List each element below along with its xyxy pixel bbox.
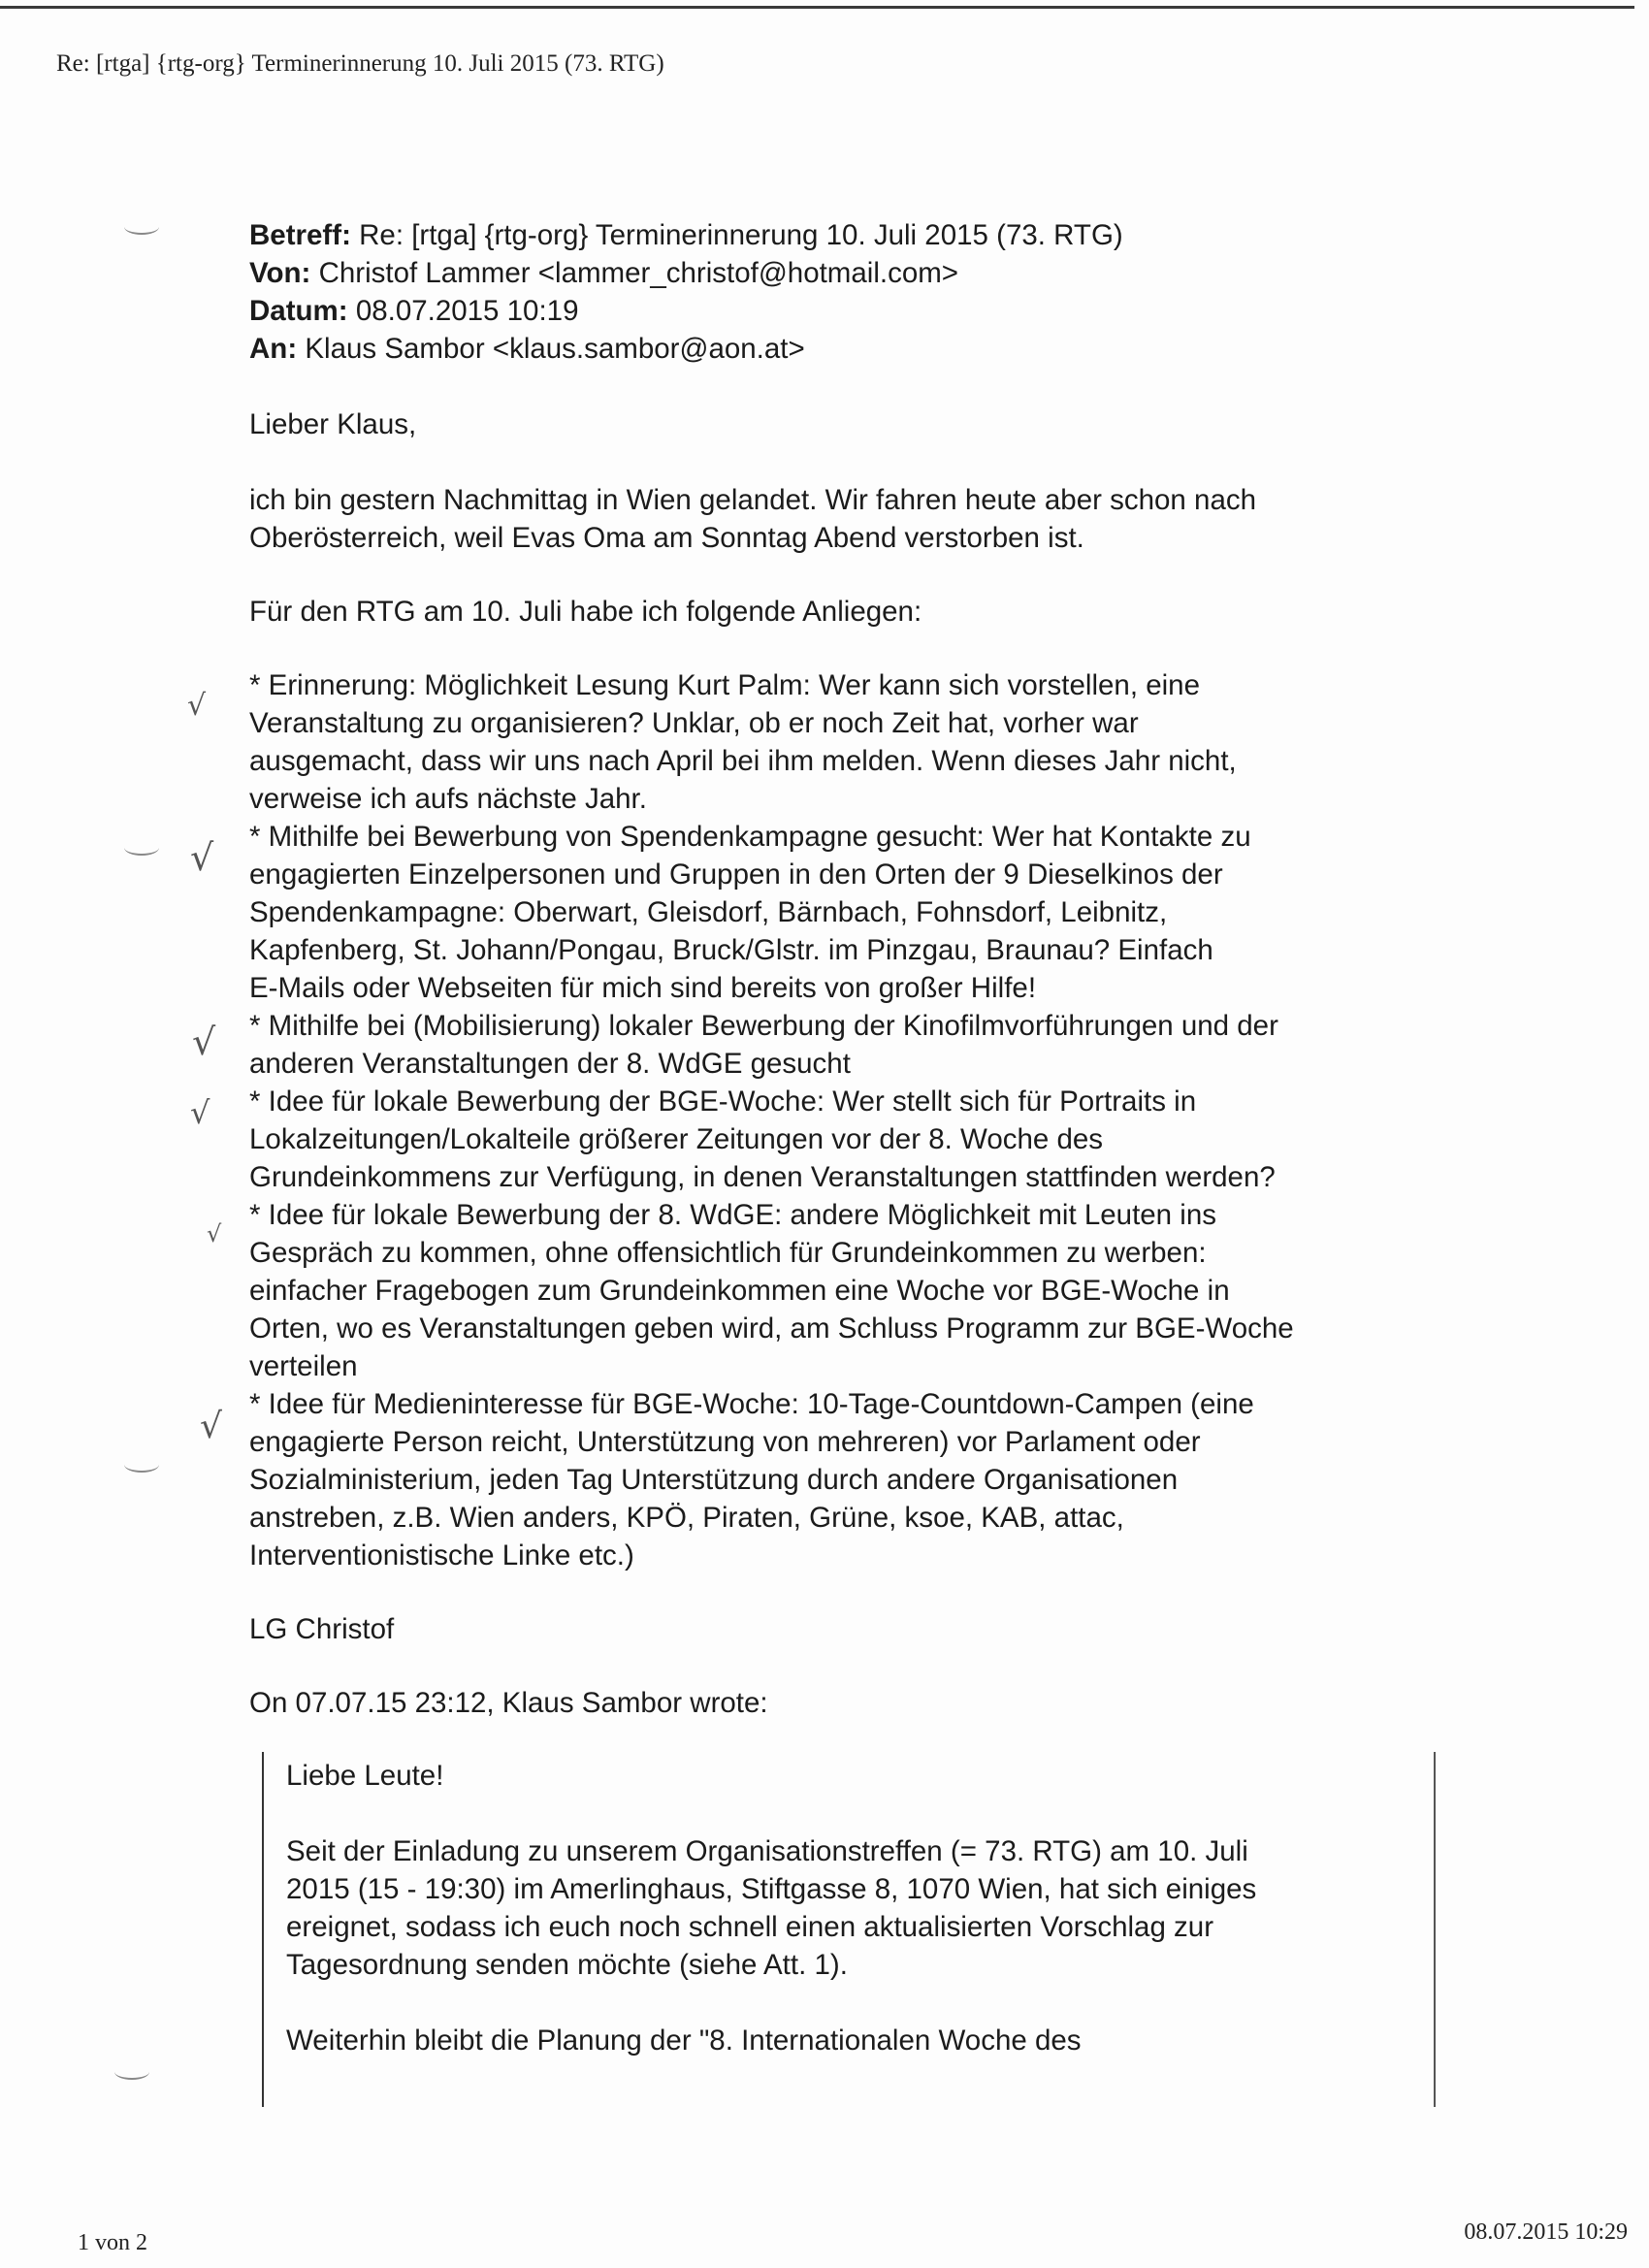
punch-hole-mark (114, 2064, 149, 2080)
list-line: * Idee für lokale Bewerbung der BGE-Woche: Wer stellt sich für Portraits in (249, 1085, 1197, 1118)
check-mark-icon: √ (192, 1021, 216, 1063)
list-line: * Mithilfe bei Bewerbung von Spendenkampagne gesucht: Wer hat Kontakte zu (249, 821, 1251, 853)
paragraph-line: Für den RTG am 10. Juli habe ich folgende Anliegen: (249, 596, 922, 628)
subject-label: Betreff: (249, 219, 351, 251)
quote-line: Seit der Einladung zu unserem Organisationstreffen (= 73. RTG) am 10. Juli (286, 1835, 1248, 1867)
paragraph-line: Oberösterreich, weil Evas Oma am Sonntag Abend verstorben ist. (249, 522, 1084, 554)
list-item (249, 1083, 1510, 1196)
quote-line: 2015 (15 - 19:30) im Amerlinghaus, Stiftgasse 8, 1070 Wien, hat sich einiges (286, 1873, 1257, 1905)
list-line: Veranstaltung zu organisieren? Unklar, ob er noch Zeit hat, vorher war (249, 707, 1139, 739)
date-label: Datum: (249, 295, 348, 327)
email-message (249, 216, 1510, 1722)
print-timestamp: 08.07.2015 10:29 (1464, 2219, 1628, 2245)
list-line: anderen Veranstaltungen der 8. WdGE gesucht (249, 1048, 851, 1080)
list-line: Spendenkampagne: Oberwart, Gleisdorf, Bärnbach, Fohnsdorf, Leibnitz, (249, 896, 1168, 928)
list-line: Grundeinkommens zur Verfügung, in denen Veranstaltungen stattfinden werden? (249, 1161, 1276, 1193)
page-number: 1 von 2 (78, 2230, 147, 2255)
quote-greeting: Liebe Leute! (286, 1760, 444, 1792)
date-value: 08.07.2015 10:19 (355, 295, 579, 327)
punch-hole-mark (124, 219, 159, 235)
from-value: Christof Lammer <lammer_christof@hotmail.com> (318, 257, 959, 289)
to-label: An: (249, 333, 298, 365)
list-line: einfacher Fragebogen zum Grundeinkommen eine Woche vor BGE-Woche in (249, 1275, 1230, 1307)
check-mark-icon: √ (200, 1407, 222, 1446)
list-line: anstreben, z.B. Wien anders, KPÖ, Piraten, Grüne, ksoe, KAB, attac, (249, 1502, 1124, 1534)
list-line: engagierte Person reicht, Unterstützung von mehreren) vor Parlament oder (249, 1426, 1201, 1458)
greeting: Lieber Klaus, (249, 408, 417, 440)
list-item (249, 1196, 1510, 1385)
check-mark-icon: √ (187, 689, 207, 723)
paragraph-line: ich bin gestern Nachmittag in Wien gelandet. Wir fahren heute aber schon nach (249, 484, 1257, 516)
list-line: ausgemacht, dass wir uns nach April bei ihm melden. Wenn dieses Jahr nicht, (249, 745, 1237, 777)
from-row (249, 254, 1510, 292)
quote-line: ereignet, sodass ich euch noch schnell einen aktualisierten Vorschlag zur (286, 1911, 1214, 1943)
quote-line: Tagesordnung senden möchte (siehe Att. 1). (286, 1949, 848, 1981)
list-line: Gespräch zu kommen, ohne offensichtlich für Grundeinkommen zu werben: (249, 1237, 1207, 1269)
quote-line: Weiterhin bleibt die Planung der "8. Internationalen Woche des (286, 2025, 1082, 2057)
check-mark-icon: √ (207, 1220, 222, 1247)
subject-value: Re: [rtga] {rtg-org} Terminerinnerung 10. Juli 2015 (73. RTG) (359, 219, 1123, 251)
list-line: * Idee für Medieninteresse für BGE-Woche: 10-Tage-Countdown-Campen (eine (249, 1388, 1254, 1420)
list-line: Orten, wo es Veranstaltungen geben wird, am Schluss Programm zur BGE-Woche (249, 1312, 1294, 1345)
list-line: Interventionistische Linke etc.) (249, 1539, 634, 1571)
list-item (249, 1385, 1510, 1574)
quote-intro: On 07.07.15 23:12, Klaus Sambor wrote: (249, 1687, 768, 1719)
list-line: verweise ich aufs nächste Jahr. (249, 783, 647, 815)
from-label: Von: (249, 257, 311, 289)
list-line: Lokalzeitungen/Lokalteile größerer Zeitungen vor der 8. Woche des (249, 1123, 1104, 1155)
quoted-text (286, 1752, 1421, 2059)
print-header: Re: [rtga] {rtg-org} Terminerinnerung 10. Juli 2015 (73. RTG) (56, 50, 664, 77)
to-row (249, 330, 1510, 368)
punch-hole-mark (124, 840, 159, 856)
list-line: E-Mails oder Webseiten für mich sind bereits von großer Hilfe! (249, 972, 1037, 1004)
punch-hole-mark (124, 1457, 159, 1473)
list-line: Sozialministerium, jeden Tag Unterstützung durch andere Organisationen (249, 1464, 1179, 1496)
list-item (249, 818, 1510, 1007)
quote-bar-left (262, 1752, 264, 2107)
list-item (249, 666, 1510, 818)
list-item (249, 1007, 1510, 1083)
list-line: * Mithilfe bei (Mobilisierung) lokaler Bewerbung der Kinofilmvorführungen und der (249, 1010, 1278, 1042)
list-line: engagierten Einzelpersonen und Gruppen in den Orten der 9 Dieselkinos der (249, 859, 1223, 891)
quote-bar-right (1434, 1752, 1436, 2107)
subject-row (249, 216, 1510, 254)
to-value: Klaus Sambor <klaus.sambor@aon.at> (305, 333, 805, 365)
date-row (249, 292, 1510, 330)
list-line: * Idee für lokale Bewerbung der 8. WdGE: andere Möglichkeit mit Leuten ins (249, 1199, 1216, 1231)
signoff: LG Christof (249, 1613, 395, 1645)
list-line: verteilen (249, 1350, 358, 1382)
check-mark-icon: √ (190, 836, 214, 879)
list-line: * Erinnerung: Möglichkeit Lesung Kurt Palm: Wer kann sich vorstellen, eine (249, 669, 1200, 701)
top-rule (0, 6, 1634, 9)
list-line: Kapfenberg, St. Johann/Pongau, Bruck/Glstr. im Pinzgau, Braunau? Einfach (249, 934, 1213, 966)
quoted-message (262, 1752, 1436, 2107)
check-mark-icon: √ (190, 1094, 210, 1131)
